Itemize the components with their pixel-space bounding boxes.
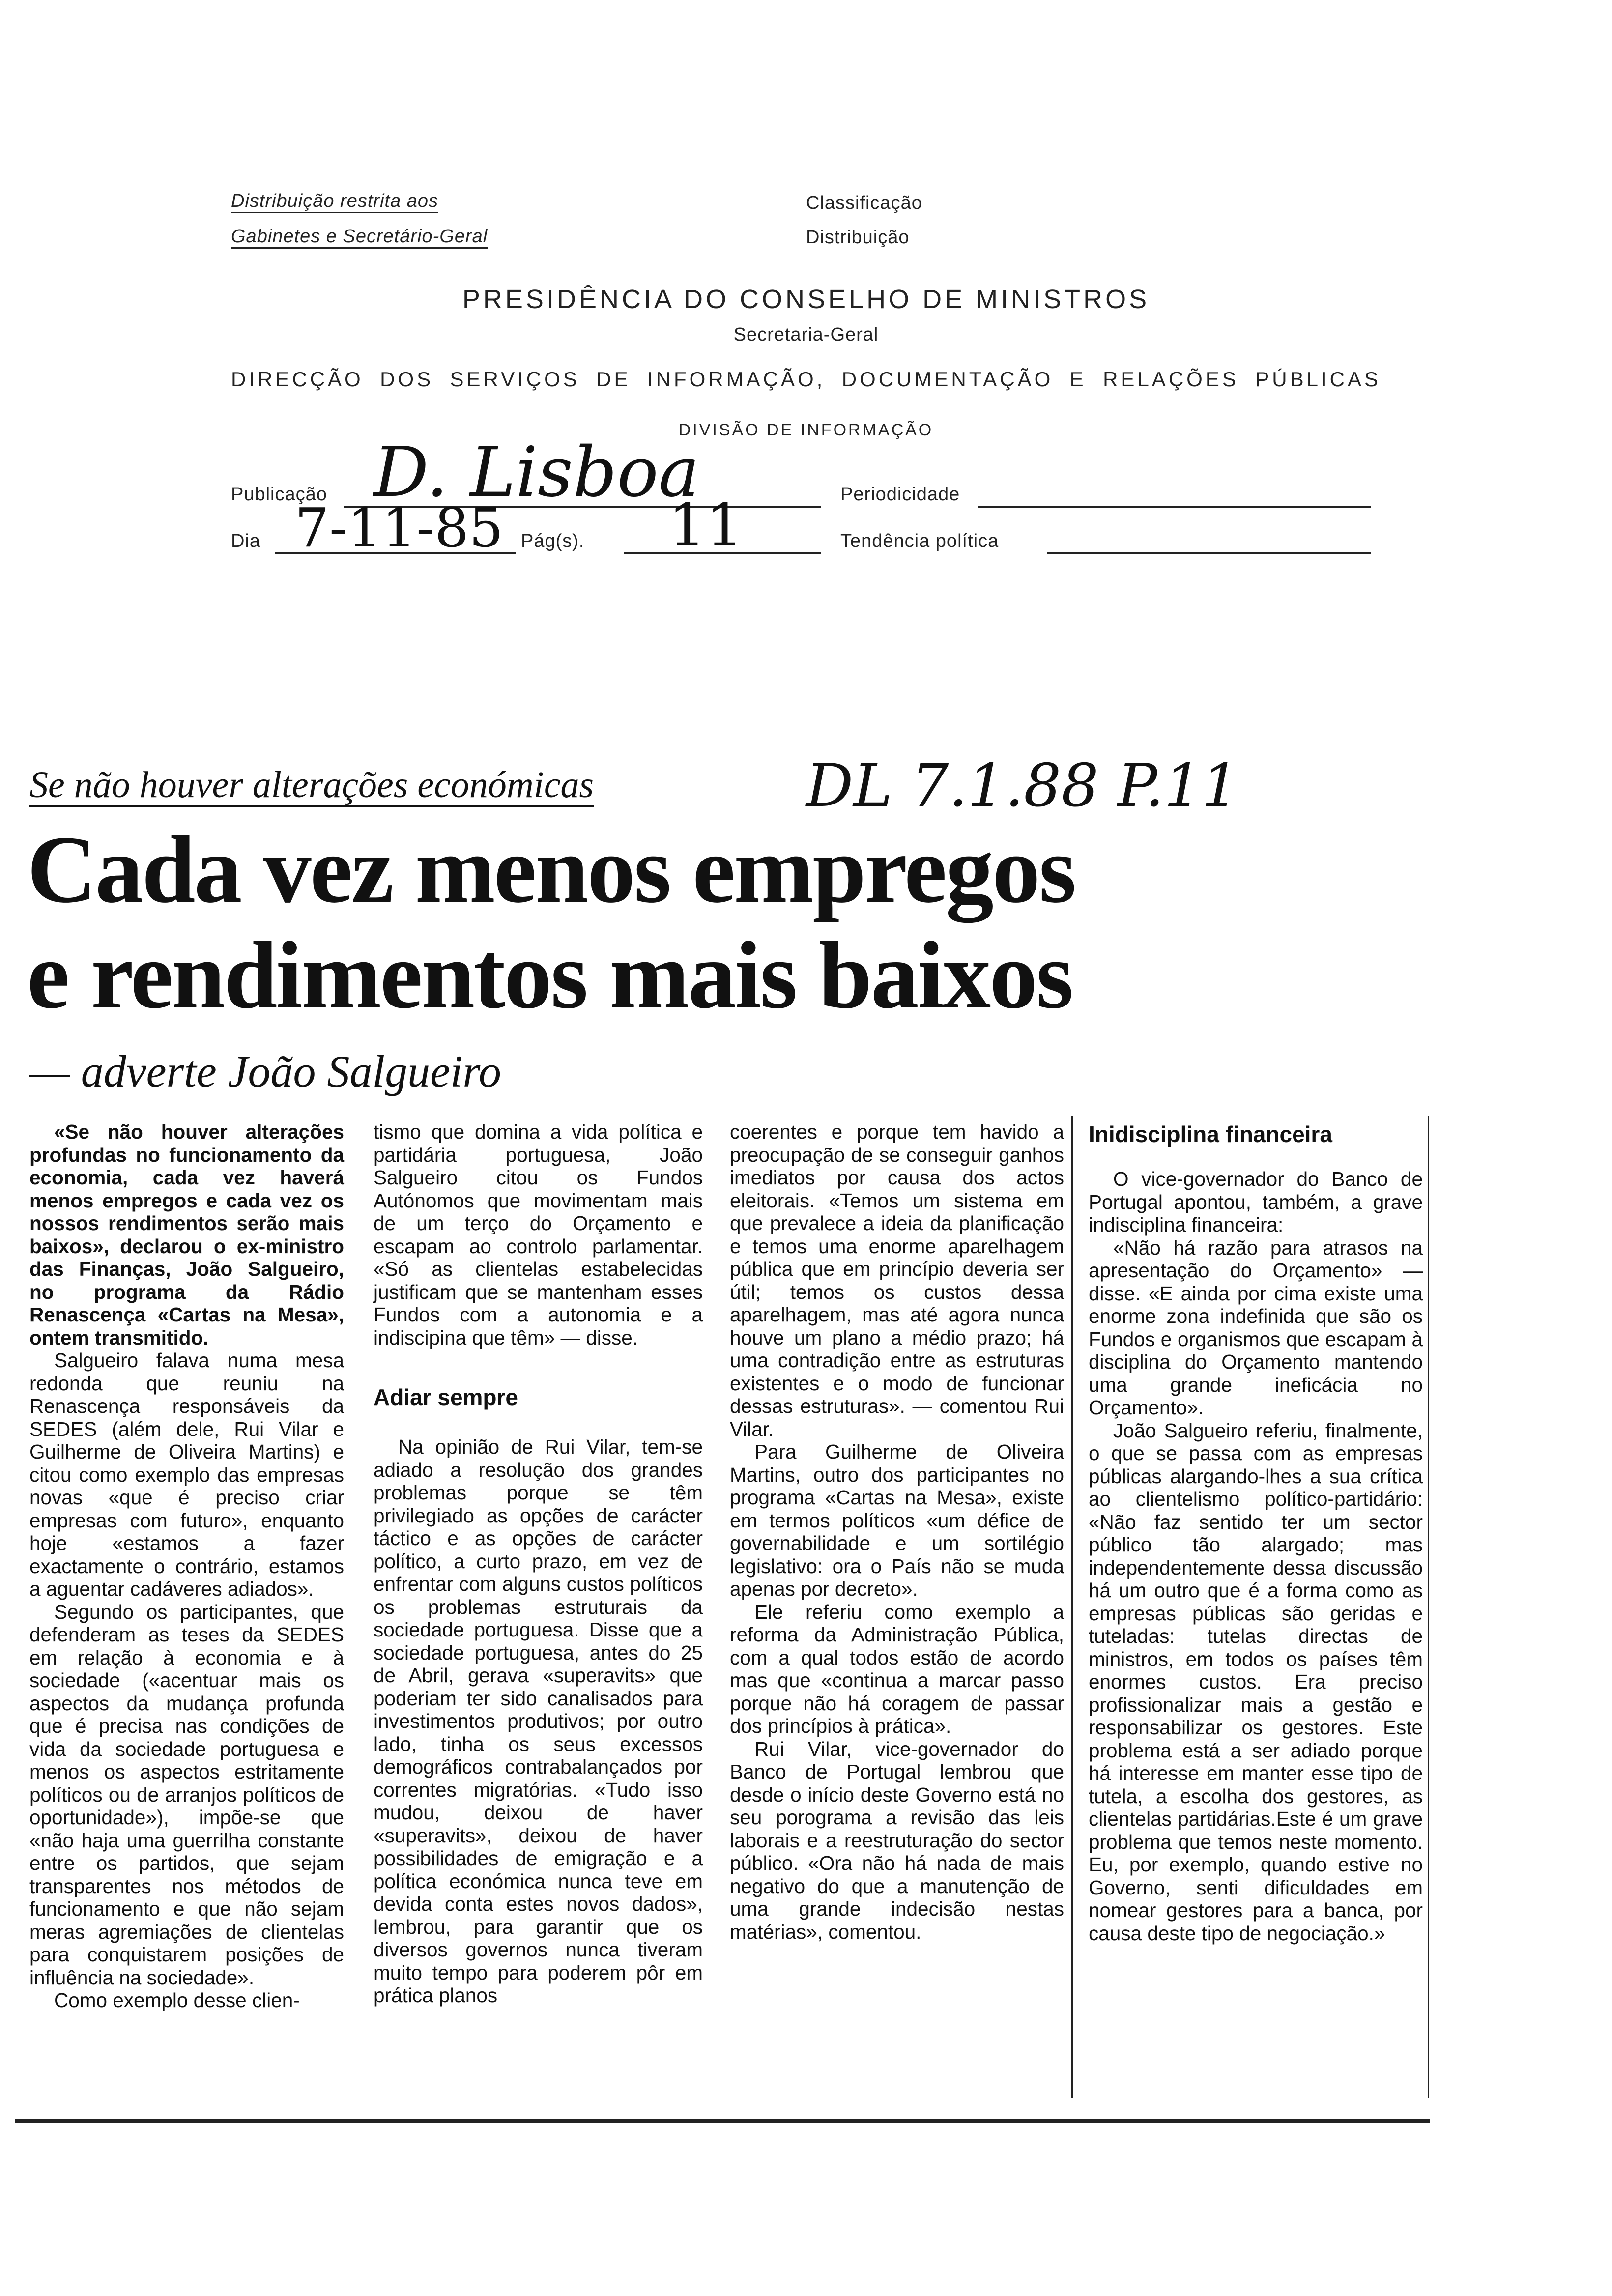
political-tendency-label: Tendência política	[840, 531, 999, 551]
periodicity-label: Periodicidade	[840, 484, 960, 505]
column-divider	[1428, 1116, 1429, 2098]
paragraph: Para Guilherme de Oliveira Martins, outro dos participantes no programa «Cartas na Mesa», existe em termos políticos «um défice de governabilidade e um sortilégio legislativo: ora o País não se muda apenas por decreto».	[730, 1440, 1064, 1600]
pages-handwritten: 11	[668, 491, 744, 560]
subheading-indisciplina-financeira: Inidisciplina financeira	[1089, 1121, 1332, 1147]
division-title: DIVISÃO DE INFORMAÇÃO	[678, 421, 934, 439]
bottom-rule	[15, 2119, 1430, 2123]
distribution-label: Distribuição	[806, 227, 910, 248]
article-kicker: Se não houver alterações económicas	[29, 764, 594, 807]
paragraph: tismo que domina a vida política e partidária portuguesa, João Salgueiro citou os Fundos Autónomos que movimentam mais de um terço do Orçamento e escapam ao controlo parlamentar. «Só as clientelas estabelecidas justificam que se mantenham esses Fundos com a autonomia e a indiscipina que têm» — disse.	[374, 1120, 703, 1349]
paragraph: «Se não houver alterações profundas no funcionamento da economia, cada vez haverá menos empregos e cada vez os nossos rendimentos serão mais baixos», declarou o ex-ministro das Finanças, João Salgueiro, no programa da Rádio Renascença «Cartas na Mesa», ontem transmitido.	[29, 1120, 344, 1349]
periodicity-line	[978, 506, 1371, 508]
column-divider	[1071, 1116, 1073, 2098]
article-byline: — adverte João Salgueiro	[29, 1046, 501, 1096]
paragraph: Segundo os participantes, que defenderam as teses da SEDES em relação à economia e à sociedade («acentuar mais os aspectos da mudança profunda que é precisa nas condições de vida da sociedade portuguesa e menos os aspectos estritamente políticos ou de arranjos políticos de oportunidade»), impõe-se que «não haja uma guerrilha constante entre os partidos, que sejam transparentes nos métodos de funcionamento e que não sejam meras agremiações de clientelas para conquistarem posições de influência na sociedade».	[29, 1600, 344, 1989]
article-headline-line1: Cada vez menos empregos	[27, 816, 1075, 923]
presidency-title: PRESIDÊNCIA DO CONSELHO DE MINISTROS	[462, 285, 1150, 314]
paragraph: coerentes e porque tem havido a preocupação de se conseguir ganhos imediatos por causa dos actos eleitorais. «Temos um sistema em que prevalece a ideia da planificação e temos uma enorme aparelhagem pública que em princípio deveria ser útil; temos os custos dessa aparelhagem, mas até agora nunca houve um plano a médio prazo; há uma contradição entre as estruturas existentes e o modo de funcionar dessas estruturas». — comentou Rui Vilar.	[730, 1120, 1064, 1440]
directorate-title: DIRECÇÃO DOS SERVIÇOS DE INFORMAÇÃO, DOCUMENTAÇÃO E RELAÇÕES PÚBLICAS	[231, 368, 1381, 391]
paragraph: O vice-governador do Banco de Portugal apontou, também, a grave indisciplina financeira:	[1089, 1168, 1423, 1236]
distribution-note-line1: Distribuição restrita aos	[231, 191, 438, 213]
paragraph: Como exemplo desse clien-	[54, 1989, 300, 2011]
paragraph: João Salgueiro referiu, finalmente, o que se passa com as empresas públicas alargando-lhes a sua crítica ao clientelismo político-partidário: «Não faz sentido ter um sector público tão alargado; mas independentemente dessa discussão há um outro que é a forma como as empresas públicas são geridas e tuteladas: tutelas directas de ministros, em todos os países têm enormes custos. Era preciso profissionalizar mais a gestão e responsabilizar os gestores. Este problema está a ser adiado porque há interesse em manter esse tipo de tutela, a escolha dos gestores, as clientelas partidárias.Este é um grave problema que temos neste momento. Eu, por exemplo, quando estive no Governo, senti dificuldades em nomear gestores para a banca, por causa deste tipo de negociação.»	[1089, 1419, 1423, 1945]
day-handwritten: 7-11-85	[295, 496, 504, 559]
article-column-1	[29, 1120, 344, 2012]
pages-label: Pág(s).	[521, 531, 585, 551]
secretariat-title: Secretaria-Geral	[733, 324, 879, 345]
classification-label: Classificação	[806, 193, 922, 213]
archive-handwritten-note: DL 7.1.88 P.11	[806, 752, 1239, 820]
subheading-adiar-sempre: Adiar sempre	[374, 1384, 518, 1410]
political-tendency-line	[1047, 552, 1371, 554]
paragraph: Rui Vilar, vice-governador do Banco de Portugal lembrou que desde o início deste Governo está no seu porograma a revisão das leis laborais e a reestruturação do sector público. «Ora não há nada de mais negativo do que a manutenção de uma grande indecisão nestas matérias», comentou.	[730, 1737, 1064, 1943]
article-column-4	[1089, 1120, 1423, 1945]
article-column-2	[374, 1120, 703, 2007]
distribution-note-line2: Gabinetes e Secretário-Geral	[231, 226, 488, 249]
article-column-3	[730, 1120, 1064, 1943]
publication-label: Publicação	[231, 484, 327, 505]
publication-handwritten: D. Lisboa	[374, 432, 700, 513]
paragraph: «Não há razão para atrasos na apresentação do Orçamento» — disse. «E ainda por cima existe uma enorme zona indefinida que são os Fundos e organismos que escapam à disciplina do Orçamento mantendo uma grande ineficácia no Orçamento».	[1089, 1236, 1423, 1419]
paragraph: Salgueiro falava numa mesa redonda que reuniu na Renascença responsáveis da SEDES (além dele, Rui Vilar e Guilherme de Oliveira Martins) e citou como exemplo das empresas novas «que é preciso criar empresas com futuro», enquanto hoje «estamos a fazer exactamente o contrário, estamos a aguentar cadáveres adiados».	[29, 1349, 344, 1600]
paragraph: Ele referiu como exemplo a reforma da Administração Pública, com a qual todos estão de acordo mas que «continua a marcar passo porque não há coragem de passar dos princípios à prática».	[730, 1600, 1064, 1737]
day-label: Dia	[231, 531, 261, 551]
paragraph: Na opinião de Rui Vilar, tem-se adiado a resolução dos grandes problemas porque se têm privilegiado as opções de carácter táctico e as opções de carácter político, a curto prazo, em vez de enfrentar com alguns custos políticos os problemas estruturais da sociedade portuguesa. Disse que a sociedade portuguesa, antes do 25 de Abril, gerava «superavits» que poderiam ter sido canalisados para investimentos produtivos; por outro lado, tinha os seus excessos demográficos contrabalançados por correntes migratórias. «Tudo isso mudou, deixou de haver «superavits», deixou de haver possibilidades de emigração e a política económica nunca teve em devida conta estes novos dados», lembrou, para garantir que os diversos governos nunca tiveram muito tempo para poderem pôr em prática planos	[374, 1435, 703, 2007]
article-headline-line2: e rendimentos mais baixos	[27, 922, 1072, 1029]
